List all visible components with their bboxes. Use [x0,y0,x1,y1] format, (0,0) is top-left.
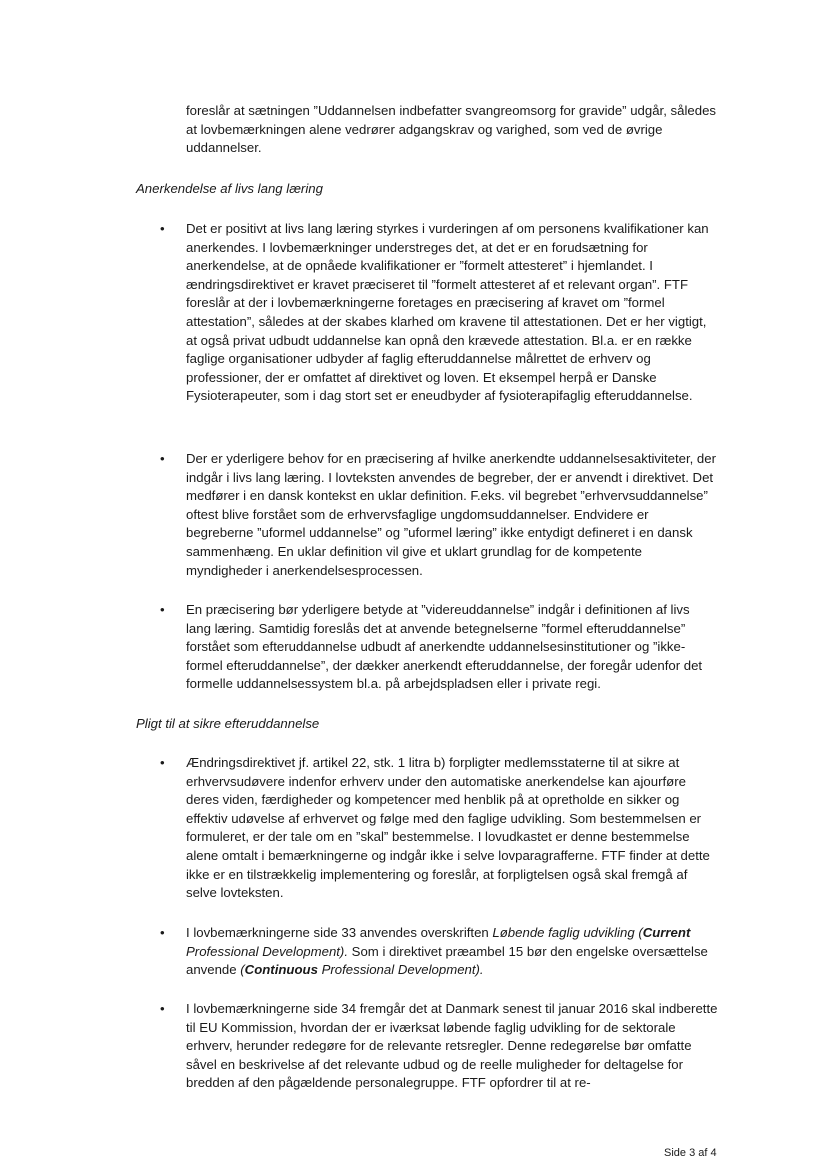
list-item: Der er yderligere behov for en præcisering af hvilke anerkendte uddannelsesaktiviteter, der indgår i livs lang læring. I lovteksten anvendes de begreber, der er anvendt i direktivet. Det medfører i en dansk kontekst en uklar definition. F.eks. vil begrebet ”erhvervsuddannelse” oftest blive forstået som de erhvervsfaglige ungdomsuddannelser. Endvidere er begreberne ”uformel uddannelse” og ”uformel læring” ikke entydigt defineret i en dansk sammenhæng. En uklar definition vil give et uklart grundlag for de kompetente myndigheder i anerkendelsesprocessen. [186,451,716,578]
italic-title: Professional Development). [186,943,348,959]
italic-title: Professional Development). [317,962,484,978]
intro-paragraph: foreslår at sætningen ”Uddannelsen indbefatter svangreomsorg for gravide” udgår, således at lovbemærkningen alene vedrører adgangskrav og varighed, som ved de øvrige uddannelser. [186,103,717,156]
italic-title: ( [240,962,245,978]
section-heading-lifelong-learning: Anerkendelse af livs lang læring [136,181,323,196]
list-item-text: Som i direktivet præambel 15 bør den engelske oversættelse anvende [186,943,708,978]
bullet-marker: • [160,755,165,770]
section-heading-continuing-education: Pligt til at sikre efteruddannelse [136,716,320,731]
bold-term-continuous: Continuous [244,962,318,978]
italic-title: Løbende faglig udvikling ( [492,925,643,940]
bullet-marker: • [160,1001,165,1016]
bold-term-current: Current [642,925,691,940]
bullet-marker: • [160,221,165,236]
list-item-text: I lovbemærkningerne side 33 anvendes overskriften [186,925,493,940]
bullet-marker: • [160,602,165,617]
list-item: I lovbemærkningerne side 34 fremgår det at Danmark senest til januar 2016 skal indberette til EU Kommission, hvordan der er iværksat løbende faglig udvikling for de sektorale erhverv, herunder redegøre for de relevante retsregler. Denne redegørelse bør omfatte såvel en beskrivelse af det relevante udbud og de reelle muligheder for deltagelse for bredden af den pågældende personalegruppe. FTF opfordrer til at re- [186,1001,718,1091]
page-number: Side 3 af 4 [664,1147,717,1159]
list-item [186,924,718,980]
bullet-marker: • [160,451,165,466]
list-item: En præcisering bør yderligere betyde at ”videreuddannelse” indgår i definitionen af livs lang læring. Samtidig foreslås det at anvende betegnelserne ”formel efteruddannelse” forstået som efteruddannelse udbudt af anerkendte uddannelsesinstitutioner og ”ikke-formel efteruddannelse”, der dækker anerkendt efteruddannelse, der foregår udenfor det formelle uddannelsessystem bl.a. på arbejdspladsen eller i private regi. [186,602,703,692]
list-item: Det er positivt at livs lang læring styrkes i vurderingen af om personens kvalifikationer kan anerkendes. I lovbemærkninger understreges det, at det er en forudsætning for anerkendelse, at de opnåede kvalifikationer er ”formelt attesteret” i hjemlandet. I ændringsdirektivet er kravet præciseret til ”formelt attesteret af et relevant organ”. FTF foreslår at der i lovbemærkningerne foretages en præcisering af kravet om ”formel attestation”, således at der skabes klarhed om kravene til attestationen. Det er her vigtigt, at også privat udbudt uddannelse kan opnå den krævede attestation. Bl.a. er en række faglige organisationer udbyder af faglig efteruddannelse målrettet de erhverv og professioner, der er omfattet af direktivet og loven. Et eksempel herpå er Danske Fysioterapeuter, som i dag stort set er eneudbyder af fysioterapifaglig efteruddannelse. [186,221,709,404]
list-item: Ændringsdirektivet jf. artikel 22, stk. 1 litra b) forpligter medlemsstaterne til at sikre at erhvervsudøvere indenfor erhverv under den automatiske anerkendelse kan ajourføre deres viden, færdigheder og kompetencer med henblik på at opretholde en sikker og effektiv udøvelse af erhvervet og følge med den faglige udvikling. Som bestemmelsen er formuleret, er der tale om en ”skal” bestemmelse. I lovudkastet er denne bestemmelse alene omtalt i bemærkningerne og indgår ikke i selve lovparagrafferne. FTF finder at dette ikke er en tilstrækkelig implementering og foreslår, at forpligtelsen også skal fremgå af selve lovteksten. [186,755,710,901]
bullet-marker: • [160,925,165,940]
